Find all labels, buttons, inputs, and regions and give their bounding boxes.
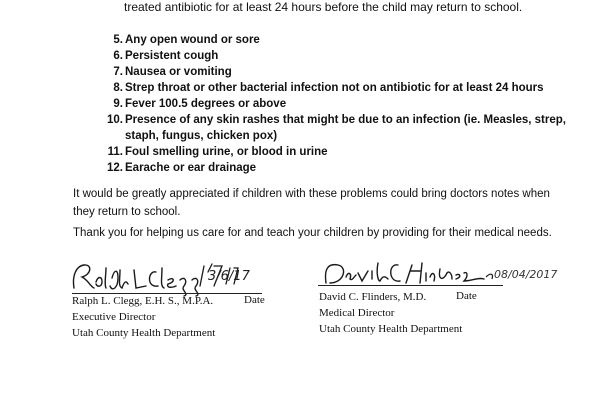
list-item-number: 7. xyxy=(113,66,123,78)
list-item-text: Foul smelling urine, or blood in urine xyxy=(125,146,328,158)
svg-text:3/6/17: 3/6/17 xyxy=(208,269,250,284)
right-signer-name: David C. Flinders, M.D. xyxy=(319,291,427,303)
left-date-label: Date xyxy=(244,294,265,306)
continuation-text: treated antibiotic for at least 24 hours before the child may return to school. xyxy=(124,0,523,14)
right-handwritten-date xyxy=(492,262,582,284)
right-signature-line xyxy=(318,285,503,286)
left-signer-title: Executive Director xyxy=(72,311,156,323)
list-item-number: 9. xyxy=(113,98,123,110)
list-item-number: 8. xyxy=(113,82,123,94)
list-item-text: Earache or ear drainage xyxy=(125,162,257,174)
notes-paragraph-line1: It would be greatly appreciated if children with these problems could bring doctors notes when xyxy=(73,188,550,200)
svg-text:08/04/2017: 08/04/2017 xyxy=(494,268,558,281)
left-signer-name: Ralph L. Clegg, E.H. S., M.P.A. xyxy=(72,295,214,307)
list-item-number: 11. xyxy=(107,146,123,158)
list-item-text: Persistent cough xyxy=(125,50,219,62)
right-signer-org: Utah County Health Department xyxy=(319,323,463,335)
list-item-number: 6. xyxy=(113,50,123,62)
right-date-label: Date xyxy=(456,290,477,302)
list-item-text: Strep throat or other bacterial infection not on antibiotic for at least 24 hours xyxy=(125,82,544,94)
notes-paragraph-line2: they return to school. xyxy=(73,206,181,218)
list-item-number: 5. xyxy=(113,34,123,46)
list-item-number: 12. xyxy=(107,162,123,174)
list-item-text: Fever 100.5 degrees or above xyxy=(125,98,287,110)
right-signer-title: Medical Director xyxy=(319,307,395,319)
list-item-text: staph, fungus, chicken pox) xyxy=(125,130,278,142)
left-signer-org: Utah County Health Department xyxy=(72,327,216,339)
left-handwritten-date xyxy=(206,262,270,288)
thank-you-paragraph: Thank you for helping us care for and teach your children by providing for their medical needs. xyxy=(73,227,552,239)
list-item-text: Nausea or vomiting xyxy=(125,66,232,78)
list-item-text: Presence of any skin rashes that might be due to an infection (ie. Measles, strep, xyxy=(125,114,566,126)
list-item-number: 10. xyxy=(107,114,123,126)
list-item-text: Any open wound or sore xyxy=(125,34,260,46)
